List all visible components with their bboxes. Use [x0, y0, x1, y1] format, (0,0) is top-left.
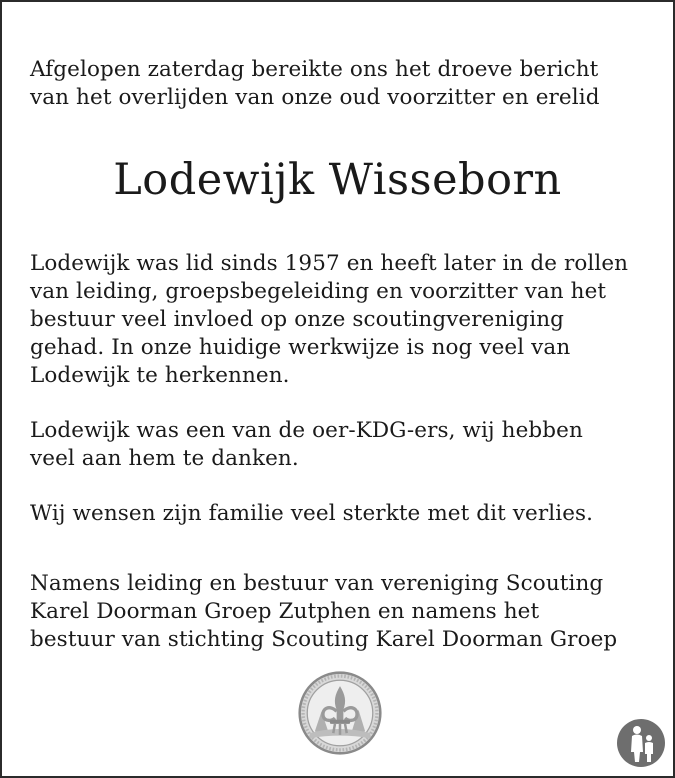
paragraph-membership — [30, 250, 645, 390]
intro-line: van het overlijden van onze oud voorzitter en erelid — [30, 85, 600, 110]
scouting-fleur-de-lis-emblem-icon — [298, 671, 382, 755]
mourning-figures-logo-icon — [616, 718, 666, 768]
intro-text — [30, 56, 645, 112]
paragraph-line: veel aan hem te danken. — [30, 446, 299, 471]
paragraph-condolence — [30, 500, 645, 528]
paragraph-line: gehad. In onze huidige werkwijze is nog veel van — [30, 335, 571, 360]
paragraph-line: Lodewijk te herkennen. — [30, 363, 290, 388]
signature-line: Namens leiding en bestuur van vereniging Scouting — [30, 571, 604, 596]
paragraph-line: Wij wensen zijn familie veel sterkte met dit verlies. — [30, 501, 594, 526]
signature — [30, 570, 645, 654]
paragraph-line: Lodewijk was een van de oer-KDG-ers, wij hebben — [30, 418, 583, 443]
signature-line: Karel Doorman Groep Zutphen en namens het — [30, 599, 540, 624]
intro-line: Afgelopen zaterdag bereikte ons het droeve bericht — [30, 57, 599, 82]
paragraph-gratitude — [30, 417, 645, 473]
paragraph-line: bestuur veel invloed op onze scoutingvereniging — [30, 307, 565, 332]
paragraph-line: van leiding, groepsbegeleiding en voorzitter van het — [30, 279, 607, 304]
paragraph-line: Lodewijk was lid sinds 1957 en heeft later in de rollen — [30, 251, 629, 276]
deceased-name: Lodewijk Wisseborn — [113, 155, 562, 205]
signature-line: bestuur van stichting Scouting Karel Doorman Groep — [30, 627, 618, 652]
